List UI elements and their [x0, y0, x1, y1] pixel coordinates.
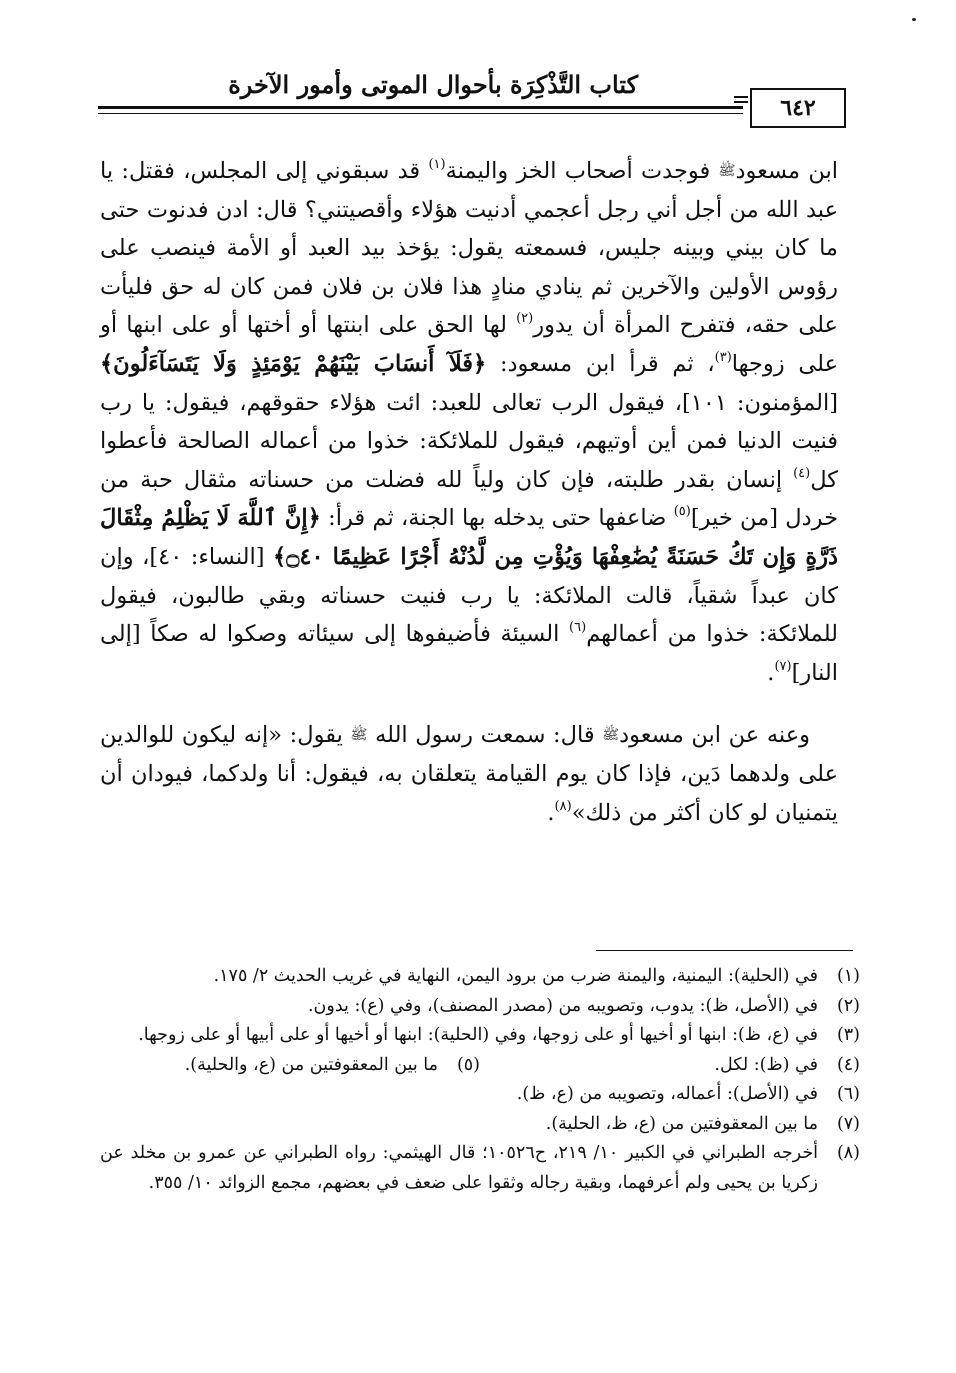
footnote-ref-3[interactable]: (٣) [714, 349, 732, 365]
footnote-separator [596, 950, 853, 951]
footnote-5 [100, 1051, 480, 1081]
footnote-ref-4[interactable]: (٤) [793, 465, 811, 481]
footnote-4 [480, 1051, 860, 1081]
footnote-ref-2[interactable]: (٢) [516, 311, 534, 327]
header-rule-thin [98, 113, 743, 114]
footnote-text: أخرجه الطبراني في الكبير ١٠/ ٢١٩، ح١٠٥٢٦؛ قال الهيثمي: رواه الطبراني عن عمرو بن مخلد عن زكريا بن يحيى ولم أعرفهما، وبقية رجاله وثقوا على ضعف في بعضهم، مجمع الزوائد ١٠/ ٣٥٥. [100, 1143, 819, 1193]
running-header [98, 68, 846, 140]
footnote-ref-5[interactable]: (٥) [673, 504, 691, 520]
quran-verse-1: ﴿فَلَآ أَنسَابَ بَيْنَهُمْ يَوْمَئِذٍ وَلَا يَتَسَآءَلُونَ﴾ [100, 350, 487, 377]
footnote-ref-1[interactable]: (١) [428, 157, 446, 172]
footnote-text: في (الحلية): اليمنية، واليمنة ضرب من برود اليمن، النهاية في غريب الحديث ٢/ ١٧٥. [213, 966, 818, 986]
footnote-number: (٣) [836, 1025, 860, 1045]
page-number: ٦٤٢ [750, 88, 846, 128]
footnote-text: في (ع، ظ): ابنها أو أخيها أو على زوجها، وفي (الحلية): ابنها أو أخيها أو على أبيها أو على زوجها. [138, 1025, 818, 1045]
footnote-text: في (الأصل): أعماله، وتصويبه من (ع، ظ). [516, 1084, 818, 1104]
book-title: كتاب التَّذْكِرَة بأحوال الموتى وأمور الآخرة [228, 70, 638, 99]
footnote-text: ما بين المعقوفتين من (ع، ظ، الحلية). [545, 1113, 818, 1134]
footnote-3 [100, 1021, 860, 1051]
footnote-7 [100, 1110, 860, 1140]
footnote-ref-7[interactable]: (٧) [774, 658, 792, 674]
footnote-number: (٢) [836, 995, 860, 1016]
footnote-number: (١) [836, 966, 860, 986]
footnote-number: (٨) [836, 1143, 860, 1163]
footnote-6 [100, 1080, 860, 1110]
footnote-text: ما بين المعقوفتين من (ع، والحلية). [184, 1054, 438, 1075]
footnote-number: (٦) [836, 1084, 860, 1104]
footnote-1 [100, 962, 860, 992]
paragraph-2: وعنه عن ابن مسعودﷺ قال: سمعت رسول الله ﷺ يقول: «إنه ليكون للوالدين على ولدهما دَين، فإذا كان يوم القيامة يتعلقان به، فيقول: أنا ولدكما، فيودان أن يتمنيان لو كان أكثر من ذلك»$^{(٨)}$. [100, 722, 838, 826]
footnote-text: في (الأصل، ظ): يدوب، وتصويبه من (مصدر المصنف)، وفي (ع): يدون. [307, 995, 818, 1016]
footnote-number: (٧) [836, 1113, 860, 1134]
footnote-text: في (ظ): لكل. [714, 1054, 818, 1075]
honorific-mark: ﷺ [350, 727, 368, 744]
footnote-number: (٥) [456, 1054, 480, 1075]
footnote-8 [100, 1139, 860, 1198]
quran-verse-2: ﴿إِنَّ ٱللَّهَ لَا يَظْلِمُ مِثْقَالَ ذَرَّةٍ وَإِن تَكُ حَسَنَةً يُضَٰعِفْهَا وَيُؤْتِ مِن لَّدُنْهُ أَجْرًا عَظِيمًا ۝٤٠﴾ [100, 505, 838, 570]
honorific-mark: ﷺ [718, 163, 736, 179]
footnote-ref-6[interactable]: (٦) [569, 620, 587, 636]
scan-speck [912, 18, 916, 21]
footnotes [100, 962, 860, 1198]
main-text [100, 152, 838, 832]
header-rule [98, 104, 743, 132]
footnote-ref-8[interactable]: (٨) [554, 798, 572, 814]
footnote-4-5-row [100, 1051, 860, 1081]
footnote-2 [100, 992, 860, 1022]
paragraph-1: ابن مسعودﷺ فوجدت أصحاب الخز واليمنة$^{(١)}$ قد سبقوني إلى المجلس، فقتل: يا عبد الله من أجل أني رجل أعجمي أدنيت هؤلاء وأقصيتني؟ قال: ادن فدنوت حتى ما كان بيني وبينه جليس، فسمعته يقول: يؤخذ بيد العبد أو الأمة فينصب على رؤوس الأولين والآخرين ثم ينادي منادٍ هذا فلان بن فلان فمن كان له حق فليأت على حقه، فتفرح المرأة أن يدور$^{(٢)}$ لها الحق على ابنتها أو أختها أو على ابنها أو على زوجها$^{(٣)}$، ثم قرأ ابن مسعود: ﴿فَلَآ أَنسَابَ بَيْنَهُمْ يَوْمَئِذٍ وَلَا يَتَسَآءَلُونَ﴾ [المؤمنون: ١٠١]، فيقول الرب تعالى للعبد: ائت هؤلاء حقوقهم، فيقول: يا رب فنيت الدنيا فمن أين أوتيهم، فيقول للملائكة: خذوا من أعماله الصالحة فأعطوا كل$^{(٤)}$ إنسان بقدر طلبته، فإن كان ولياً لله فضلت من حسناته مثقال حبة من خردل [من خير]$^{(٥)}$ ضاعفها حتى يدخله بها الجنة، ثم قرأ: ﴿إِنَّ ٱللَّهَ لَا يَظْلِمُ مِثْقَالَ ذَرَّةٍ وَإِن تَكُ حَسَنَةً يُضَٰعِفْهَا وَيُؤْتِ مِن لَّدُنْهُ أَجْرًا عَظِيمًا ۝٤٠﴾ [النساء: ٤٠]، وإن كان عبداً شقياً، قالت الملائكة: يا رب فنيت حسناته وبقي طالبون، فيقول للملائكة: خذوا من أعمالهم$^{(٦)}$ السيئة فأضيفوها إلى سيئاته وصكوا له صكاً [إلى النار]$^{(٧)}$. [100, 157, 839, 686]
honorific-mark: ﷺ [602, 727, 620, 744]
footnote-number: (٤) [836, 1054, 860, 1075]
header-rule-thick [98, 106, 743, 109]
page-number-ornament [734, 96, 748, 110]
